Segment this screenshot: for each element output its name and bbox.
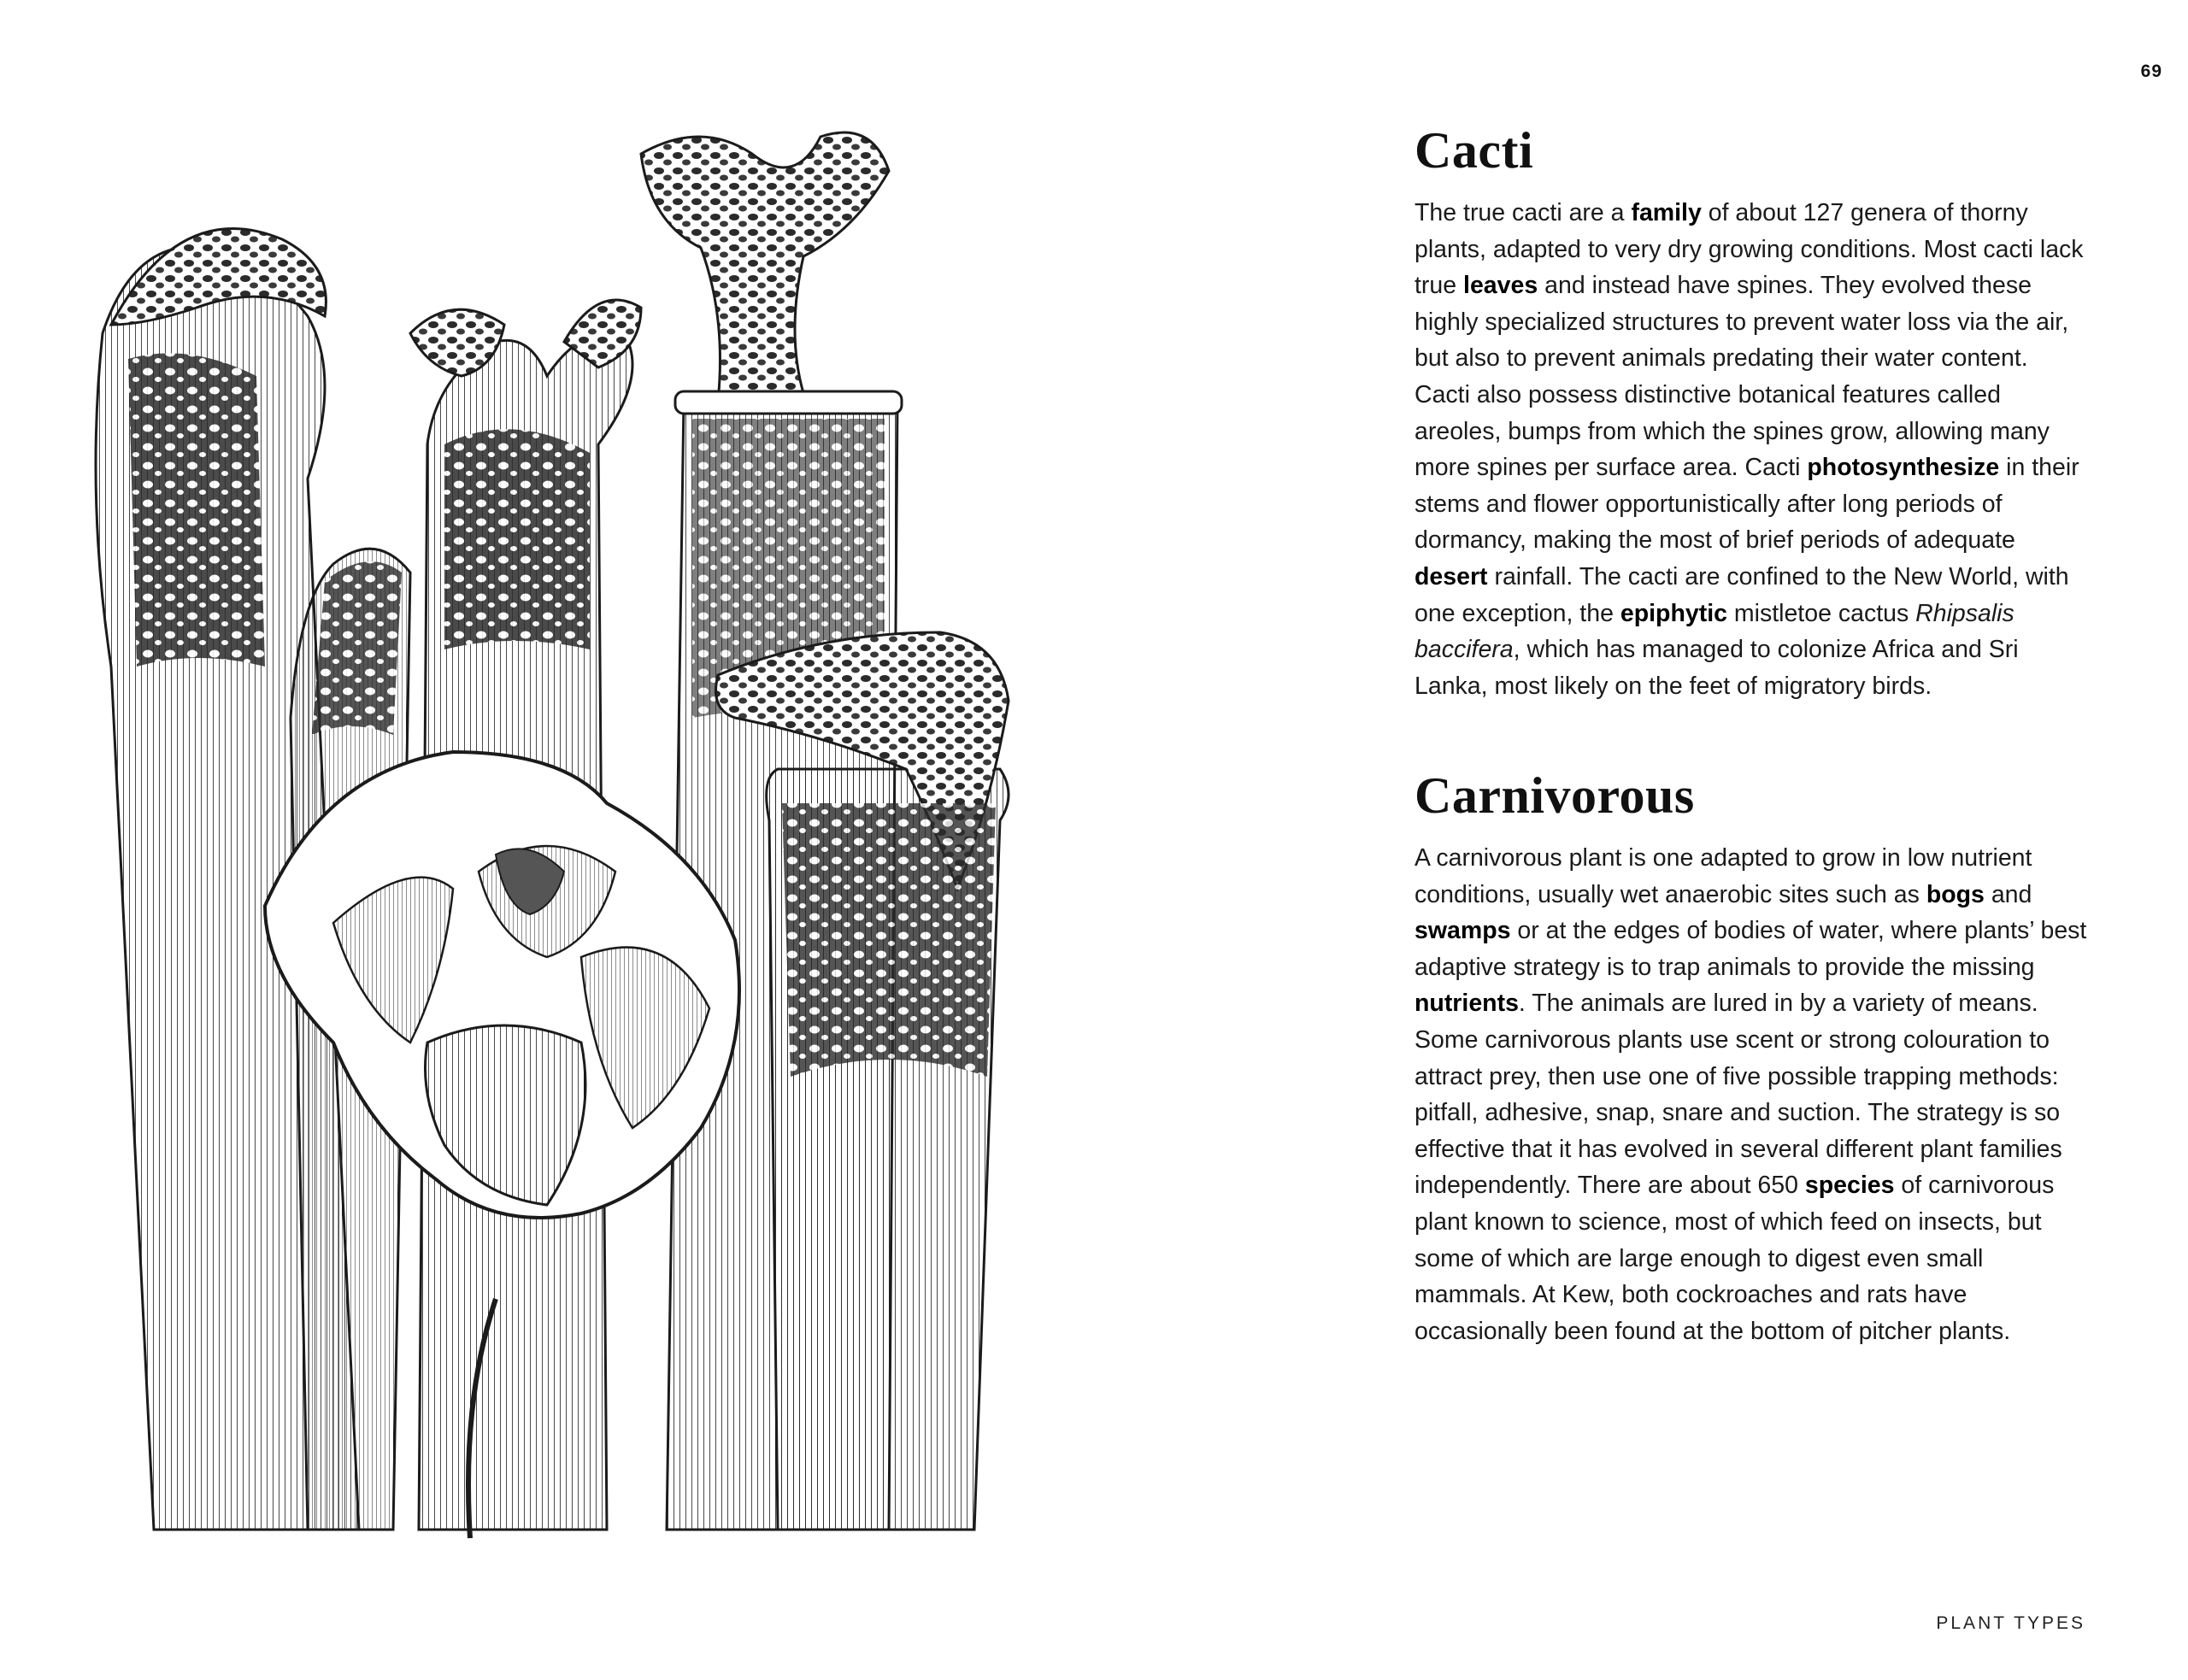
carnivorous-heading: Carnivorous [1415,767,1695,824]
term-photosynthesize: photosynthesize [1807,454,2000,482]
running-footer: PLANT TYPES [1936,1613,2085,1633]
cacti-section [1415,118,2090,704]
term-desert: desert [1415,562,1488,590]
cacti-heading: Cacti [1415,122,1534,179]
term-species: species [1804,1172,1895,1200]
term-epiphytic: epiphytic [1620,599,1727,627]
term-swamps: swamps [1415,917,1511,945]
term-family: family [1631,199,1702,226]
cacti-paragraph: The true cacti are a family of about 127 genera of thorny plants, adapted to very dry growing conditions. Most cacti lack true leaves and instead have spines. They evolved these highly specialized structures to prevent water loss via the air, but also to prevent animals predating their water content. Cacti also possess distinctive botanical features called areoles, bumps from which the spines grow, allowing many more spines per surface area. Cacti photosynthesize in their stems and flower opportunistically after long periods of dormancy, making the most of brief periods of adequate desert rainfall. The cacti are confined to the New World, with one exception, the epiphytic mistletoe cactus Rhipsalis baccifera, which has managed to colonize Africa and Sri Lanka, most likely on the feet of migratory birds. [1415,199,2084,700]
pitcher-plant-illustration [51,120,1077,1555]
page-number: 69 [2140,62,2162,81]
term-leaves: leaves [1463,272,1538,300]
carnivorous-section [1415,763,2090,1349]
species-name: Rhipsalis baccifera [1415,599,2014,664]
term-bogs: bogs [1926,880,1985,908]
carnivorous-paragraph: A carnivorous plant is one adapted to grow in low nutrient conditions, usually wet anaerobic sites such as bogs and swamps or at the edges of bodies of water, where plants’ best adaptive strategy is to trap animals to provide the missing nutrients. The animals are lured in by a variety of means. Some carnivorous plants use scent or strong colouration to attract prey, then use one of five possible trapping methods: pitfall, adhesive, snap, snare and suction. The strategy is so effective that it has evolved in several different plant families independently. There are about 650 species of carnivorous plant known to science, most of which feed on insects, but some of which are large enough to digest even small mammals. At Kew, both cockroaches and rats have occasionally been found at the bottom of pitcher plants. [1415,844,2087,1345]
term-nutrients: nutrients [1415,990,1519,1018]
